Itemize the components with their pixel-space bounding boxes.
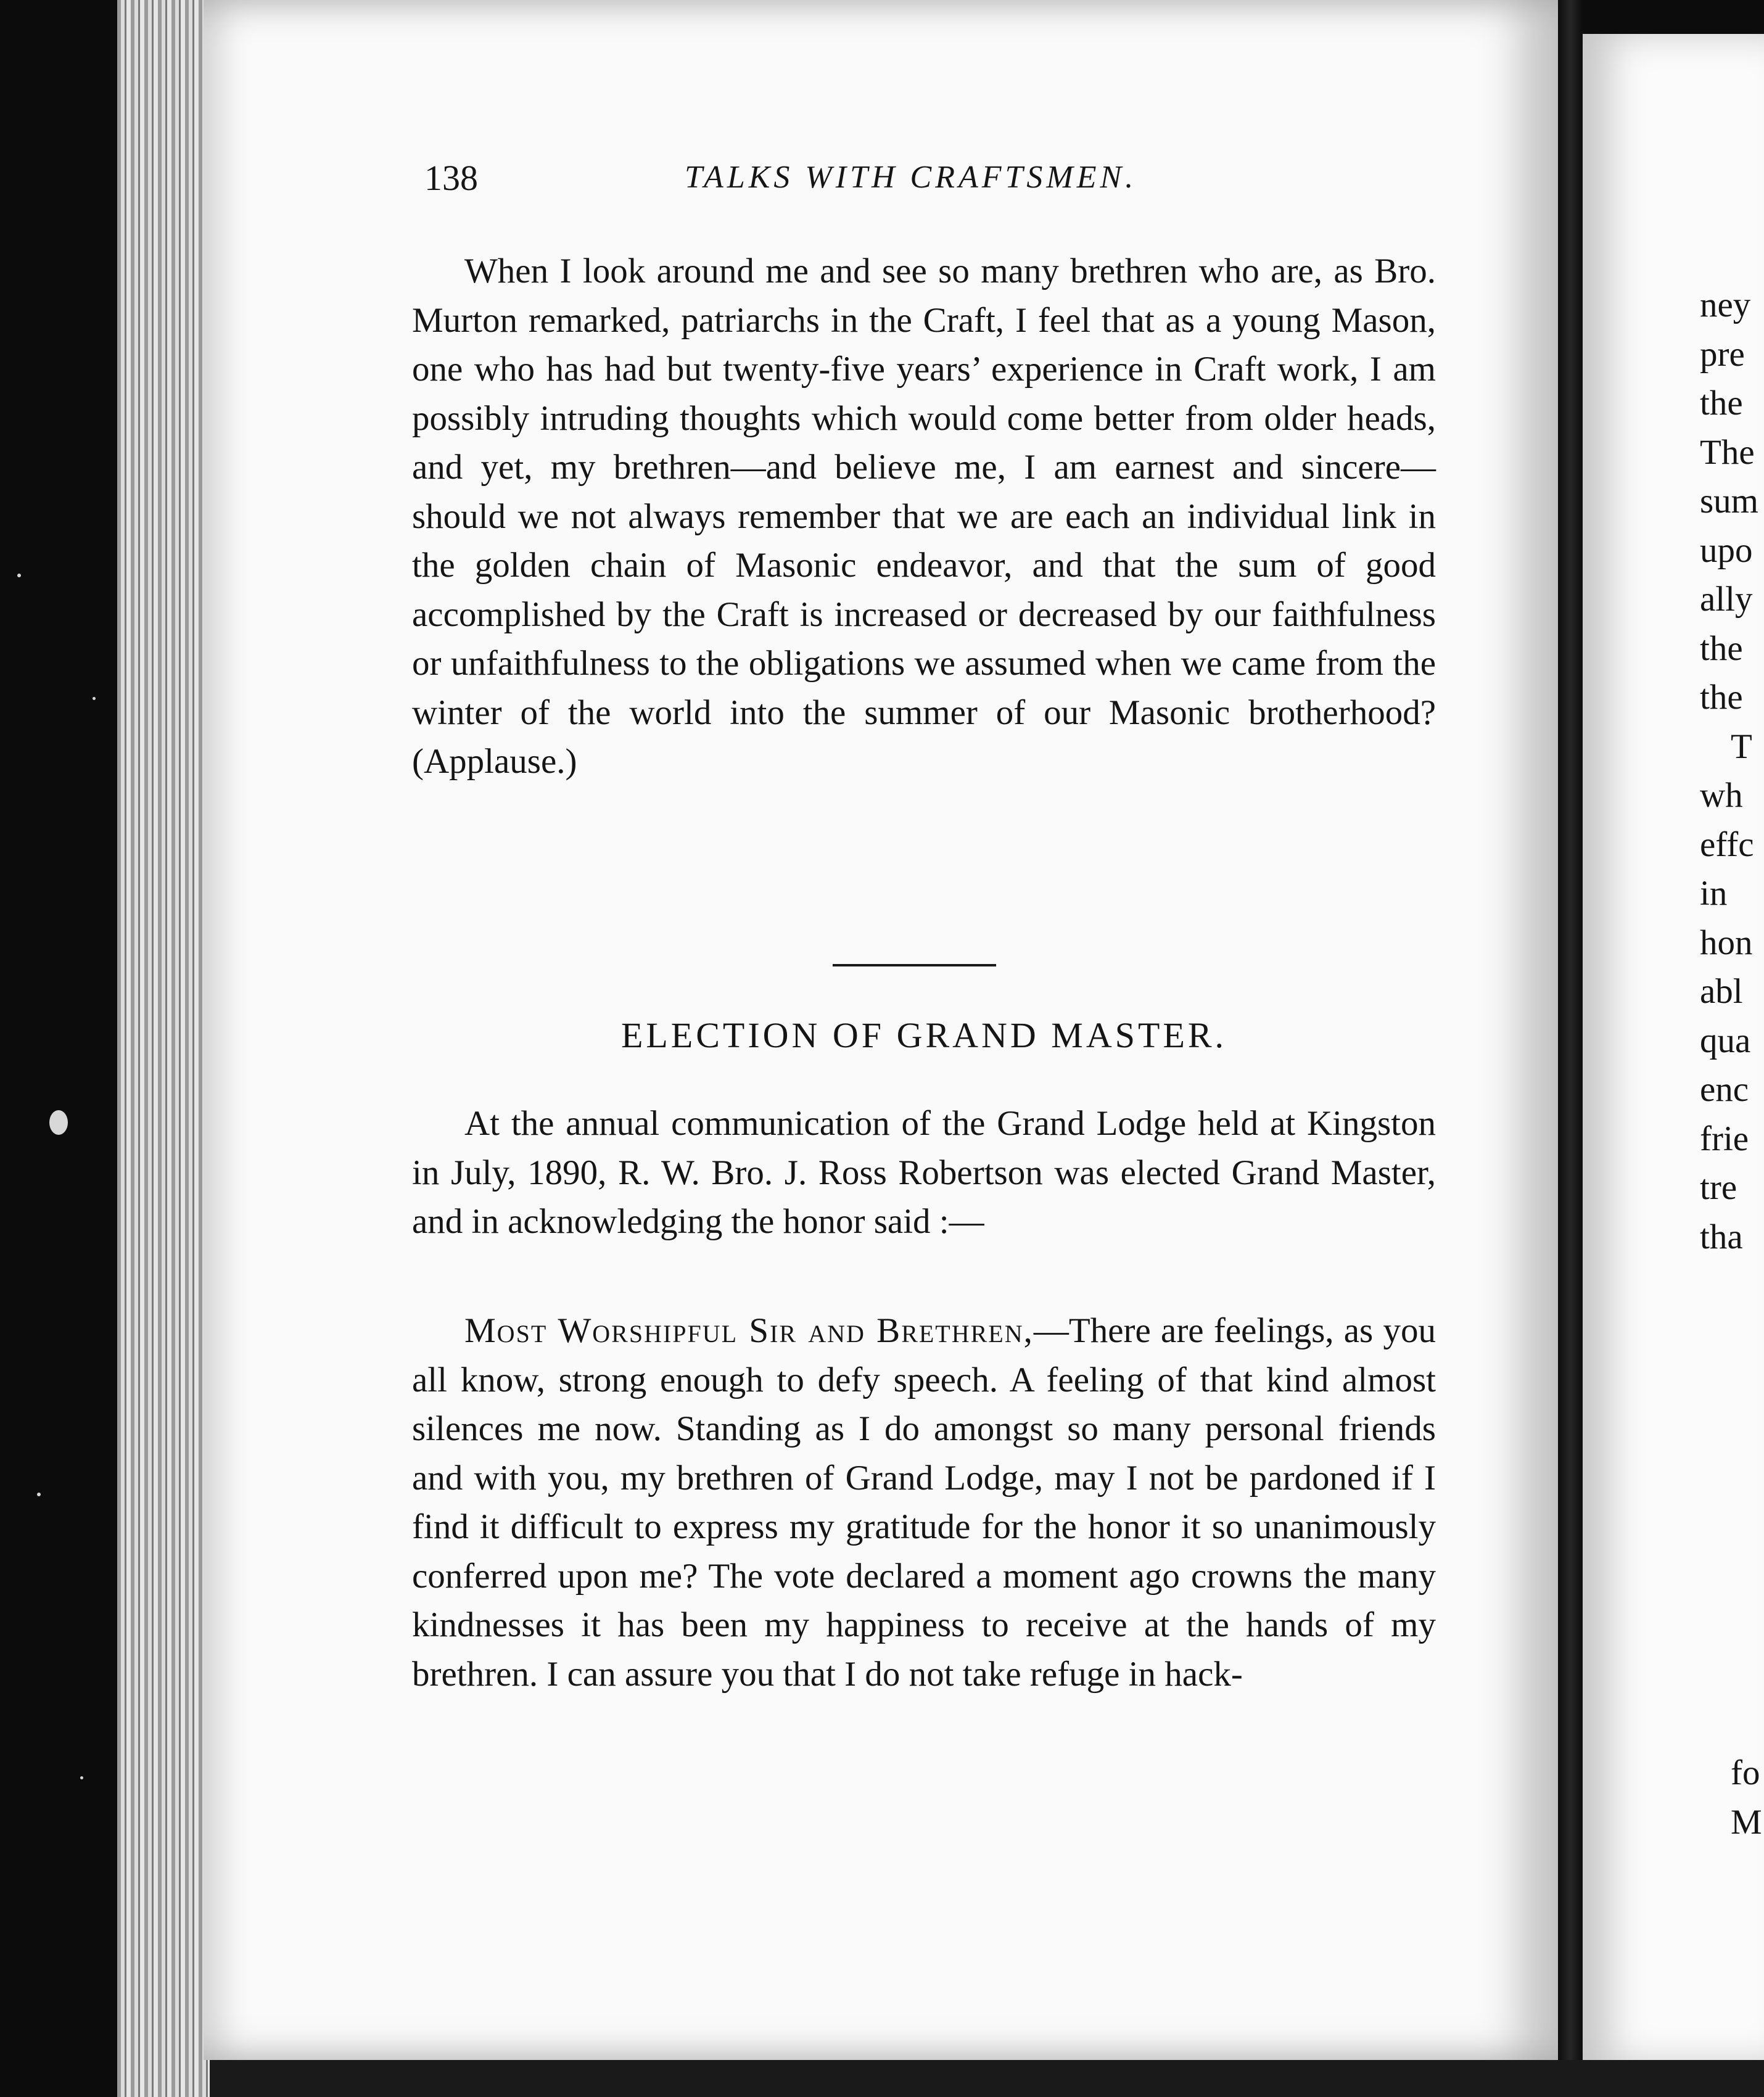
right-line: qua (1700, 1021, 1751, 1060)
right-line: M (1731, 1802, 1762, 1842)
paragraph-address (412, 1306, 1436, 1699)
book-gutter (1558, 0, 1583, 2097)
right-line: the (1700, 384, 1743, 422)
paragraph-closing-remarks (412, 247, 1436, 786)
right-line: upo (1700, 530, 1753, 570)
right-line: ney (1700, 286, 1751, 324)
right-line: frie (1700, 1119, 1749, 1158)
page-number: 138 (424, 158, 478, 198)
running-head: TALKS WITH CRAFTSMEN. (685, 160, 1137, 195)
paragraph-text: At the annual communication of the Grand Lodge held at Kingston in July, 1890, R. W. Bro. J. Ross Robertson was elected Grand Master, and in acknowledging the honor said :— (412, 1104, 1436, 1241)
right-line: sum (1700, 482, 1759, 521)
right-line: pre (1700, 334, 1745, 374)
right-line: in (1700, 874, 1728, 913)
bottom-page-fringe (210, 2060, 1764, 2097)
right-line: abl (1700, 972, 1743, 1011)
right-line: tha (1700, 1217, 1743, 1256)
right-page-text-fragments (1700, 281, 1758, 1261)
paragraph-text (412, 1306, 1436, 1699)
right-line: fo (1731, 1753, 1760, 1792)
right-line: T (1731, 727, 1752, 766)
paragraph-election (412, 1099, 1436, 1246)
salutation: Most Worshipful Sir and Brethren, (464, 1311, 1034, 1350)
right-line: hon (1700, 923, 1753, 962)
right-line: enc (1700, 1070, 1749, 1109)
right-page-bottom-fragments (1731, 1749, 1762, 1847)
right-line: tre (1700, 1168, 1737, 1207)
book-page-edges (117, 0, 210, 2097)
right-line: wh (1700, 776, 1743, 815)
right-line: the (1700, 678, 1743, 717)
paragraph-text: When I look around me and see so many brethren who are, as Bro. Murton remarked, patriarchs in the Craft, I feel that as a young Mason, one who has had but twenty-five years’ experience in Craft work, I am possibly intruding thoughts which would come better from older heads, and yet, my brethren—and believe me, I am earnest and sincere—should we not always remember that we are each an individual link in the golden chain of Masonic endeavor, and that the sum of good accomplished by the Craft is increased or decreased by our faithfulness or unfaithfulness to the obligations we assumed when we came from the winter of the world into the summer of our Masonic brotherhood? (Applause.) (412, 252, 1436, 781)
scan-background-specks (0, 0, 117, 2097)
address-text: —There are feelings, as you all know, strong enough to defy speech. A feeling of that kind almost silences me now. Standing as I do amongst so many personal friends and with you, my brethren of Grand Lodge, may I not be pardoned if I find it difficult to express my gratitude for the honor it so unanimously conferred upon me? The vote declared a moment ago crowns the many kindnesses it has been my happiness to receive at the hands of my brethren. I can assure you that I do not take refuge in hack- (412, 1311, 1436, 1694)
section-divider (833, 964, 996, 966)
section-title: ELECTION OF GRAND MASTER. (620, 1015, 1227, 1055)
right-line: ally (1700, 580, 1753, 619)
right-line: the (1700, 628, 1743, 668)
right-line: The (1700, 432, 1755, 472)
right-line: effc (1700, 825, 1754, 864)
